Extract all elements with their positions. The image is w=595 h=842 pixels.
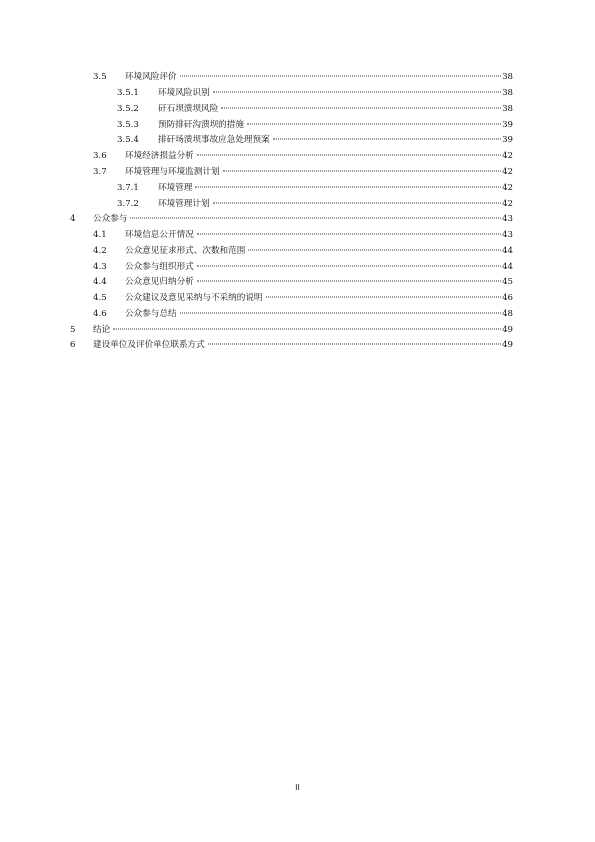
toc-entry-number: 4.1 <box>93 230 107 240</box>
toc-entry[interactable] <box>0 276 595 289</box>
toc-entry-title: 排矸场溃坝事故应急处理预案 <box>158 135 270 145</box>
toc-entry-page: 39 <box>502 120 513 130</box>
toc-entry-page: 44 <box>502 246 513 256</box>
toc-entry[interactable] <box>0 245 595 258</box>
toc-entry[interactable] <box>0 103 595 116</box>
toc-entry-number: 3.6 <box>93 151 107 161</box>
dot-leader <box>113 329 501 330</box>
toc-entry-page: 38 <box>502 88 513 98</box>
toc-entry[interactable] <box>0 324 595 337</box>
toc-entry-number: 4.6 <box>93 309 107 319</box>
toc-entry-title: 公众意见归纳分析 <box>125 277 194 287</box>
toc-entry-title: 公众意见征求形式、次数和范围 <box>125 246 246 256</box>
toc-entry[interactable] <box>0 87 595 100</box>
toc-entry-title: 公众建议及意见采纳与不采纳的说明 <box>125 293 263 303</box>
toc-entry-title: 公众参与总结 <box>125 309 177 319</box>
toc-entry-page: 42 <box>502 151 513 161</box>
toc-entry-title: 结论 <box>93 325 111 335</box>
toc-entry-number: 3.5 <box>93 72 107 82</box>
toc-entry-number: 4.2 <box>93 246 107 256</box>
toc-entry-number: 3.5.1 <box>117 88 139 98</box>
toc-entry-number: 3.7.1 <box>117 183 139 193</box>
dot-leader <box>213 92 501 93</box>
toc-entry-title: 环境经济损益分析 <box>125 151 194 161</box>
toc-entry-page: 49 <box>502 340 513 350</box>
toc-entry-title: 公众参与组织形式 <box>125 262 194 272</box>
toc-entry[interactable] <box>0 229 595 242</box>
toc-entry[interactable] <box>0 213 595 226</box>
toc-entry-title: 环境风险评价 <box>125 72 177 82</box>
toc-entry-number: 3.7.2 <box>117 199 139 209</box>
dot-leader <box>197 234 501 235</box>
toc-entry-number: 3.5.3 <box>117 120 139 130</box>
toc-entry-page: 38 <box>502 72 513 82</box>
dot-leader <box>223 171 502 172</box>
toc-entry-number: 3.5.4 <box>117 135 139 145</box>
toc-entry-page: 42 <box>502 199 513 209</box>
toc-entry-title: 环境风险识别 <box>158 88 210 98</box>
toc-entry-title: 环境信息公开情况 <box>125 230 194 240</box>
toc-entry-page: 45 <box>502 277 513 287</box>
dot-leader <box>197 266 501 267</box>
toc-entry-title: 公众参与 <box>93 214 128 224</box>
toc-entry-number: 4 <box>70 214 76 224</box>
toc-entry[interactable] <box>0 119 595 132</box>
page-number: II <box>295 783 300 792</box>
toc-entry-title: 环境管理与环境监测计划 <box>125 167 220 177</box>
toc-entry-page: 42 <box>502 183 513 193</box>
toc-entry-page: 44 <box>502 262 513 272</box>
toc-entry-number: 4.3 <box>93 262 107 272</box>
toc-entry[interactable] <box>0 166 595 179</box>
toc-entry-page: 46 <box>502 293 513 303</box>
toc-entry-number: 5 <box>70 325 76 335</box>
dot-leader <box>248 250 501 251</box>
toc-entry-number: 3.7 <box>93 167 107 177</box>
toc-entry-page: 43 <box>502 230 513 240</box>
dot-leader <box>195 187 501 188</box>
toc-entry[interactable] <box>0 182 595 195</box>
dot-leader <box>180 313 501 314</box>
dot-leader <box>273 139 501 140</box>
toc-entry-page: 43 <box>502 214 513 224</box>
toc-entry[interactable] <box>0 308 595 321</box>
toc-entry-page: 48 <box>502 309 513 319</box>
toc-entry[interactable] <box>0 198 595 211</box>
dot-leader <box>247 124 501 125</box>
toc-entry-number: 3.5.2 <box>117 104 139 114</box>
toc-entry[interactable] <box>0 134 595 147</box>
toc-entry-page: 49 <box>502 325 513 335</box>
dot-leader <box>213 203 501 204</box>
dot-leader <box>266 297 502 298</box>
toc-entry-title: 环境管理计划 <box>158 199 210 209</box>
toc-entry-title: 矸石坝溃坝风险 <box>158 104 219 114</box>
dot-leader <box>180 76 501 77</box>
dot-leader <box>221 108 501 109</box>
toc-entry-title: 环境管理 <box>158 183 193 193</box>
toc-entry-number: 6 <box>70 340 76 350</box>
dot-leader <box>197 281 501 282</box>
toc-entry-number: 4.4 <box>93 277 107 287</box>
toc-entry[interactable] <box>0 261 595 274</box>
toc-entry-title: 建设单位及评价单位联系方式 <box>93 340 205 350</box>
toc-entry-title: 预防排矸沟溃坝的措施 <box>158 120 244 130</box>
dot-leader <box>130 218 501 219</box>
toc-entry[interactable] <box>0 339 595 352</box>
toc-entry-page: 38 <box>502 104 513 114</box>
dot-leader <box>208 344 501 345</box>
toc-entry-page: 39 <box>502 135 513 145</box>
toc-entry[interactable] <box>0 71 595 84</box>
dot-leader <box>197 155 501 156</box>
toc-entry-number: 4.5 <box>93 293 107 303</box>
toc-entry[interactable] <box>0 150 595 163</box>
toc-entry-page: 42 <box>502 167 513 177</box>
toc-entry[interactable] <box>0 292 595 305</box>
